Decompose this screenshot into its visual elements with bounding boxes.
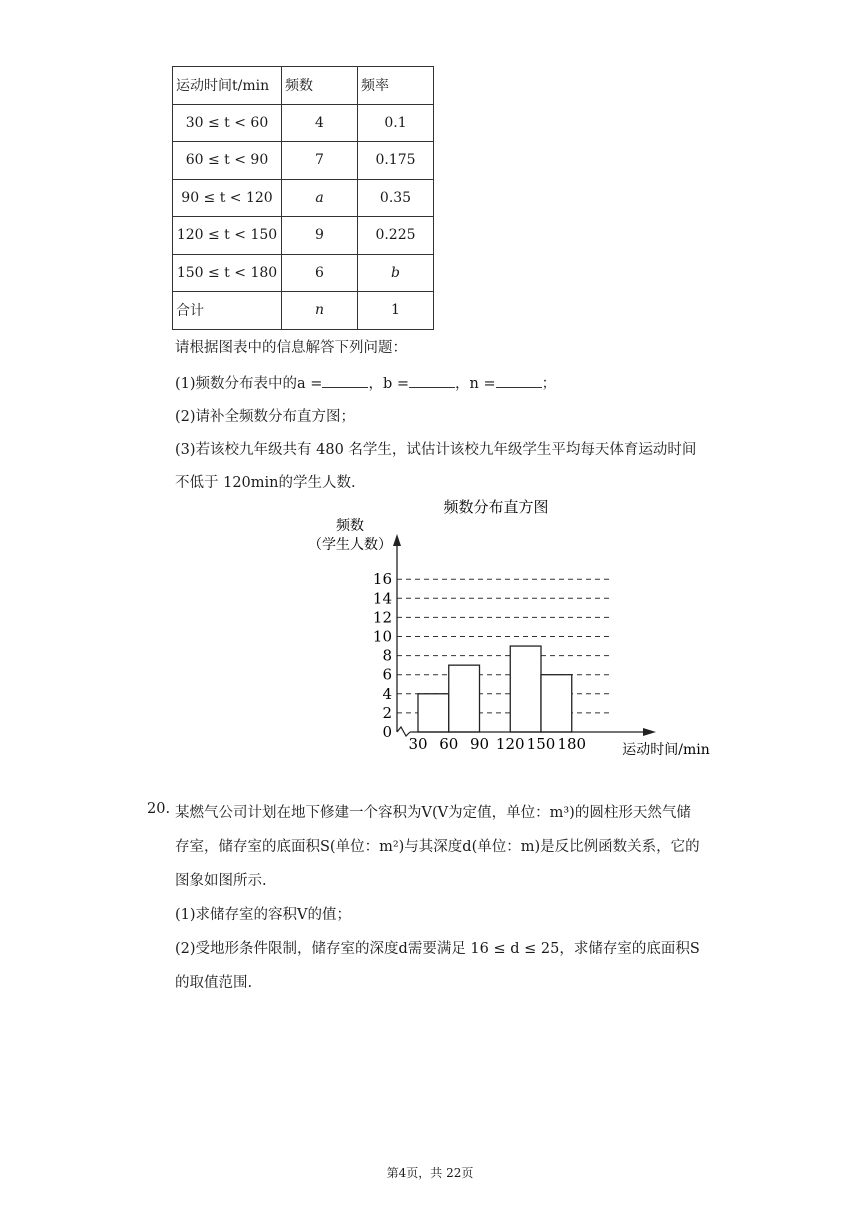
histogram-bars [418, 646, 572, 732]
q19-intro: 请根据图表中的信息解答下列问题： [175, 340, 407, 356]
q20-line3: 图象如图所示. [175, 873, 267, 889]
cell-count: 9 [282, 217, 358, 255]
cell-count: n [282, 292, 358, 330]
table-row [173, 217, 434, 255]
q19-part3-line2: 不低于 120min的学生人数. [175, 475, 356, 491]
y-axis-arrow [393, 534, 401, 546]
q20-part1: (1)求储存室的容积V的值； [175, 907, 352, 923]
cell-count: 4 [282, 104, 358, 142]
table-row [173, 179, 434, 217]
cell-freq: 0.35 [358, 179, 434, 217]
cell-freq: 0.225 [358, 217, 434, 255]
y-tick-label: 4 [382, 684, 392, 703]
q19-part1-n-label: ，n = [455, 376, 496, 392]
cell-count: 7 [282, 142, 358, 180]
cell-range: 150 ≤ t < 180 [173, 254, 282, 292]
grid-lines [397, 579, 609, 713]
histogram-bar [510, 646, 541, 732]
answer-blank-n [496, 375, 542, 388]
histogram-bar [418, 694, 449, 732]
y-tick-label: 0 [382, 723, 392, 741]
q19-part2: (2)请补全频数分布直方图； [175, 409, 356, 425]
x-axis-arrow [643, 728, 656, 736]
histogram-bar [449, 665, 480, 732]
y-tick-label: 6 [382, 665, 392, 684]
page-footer: 第4页，共 22页 [386, 1166, 474, 1180]
header-frequency: 频率 [358, 67, 434, 105]
q20-line2: 存室，储存室的底面积S(单位：m²)与其深度d(单位：m)是反比例函数关系，它的 [175, 839, 700, 855]
q19-part1 [175, 372, 556, 393]
cell-freq: 0.175 [358, 142, 434, 180]
y-tick-labels [373, 570, 392, 741]
y-axis-label-line2: （学生人数） [308, 537, 392, 553]
cell-count: a [282, 179, 358, 217]
q20-number: 20. [147, 801, 171, 817]
x-tick-label: 60 [439, 735, 459, 753]
q20-part2-line2: 的取值范围. [175, 975, 253, 991]
table-row [173, 142, 434, 180]
q19-part1-end: ； [541, 376, 557, 392]
table-row [173, 254, 434, 292]
header-count: 频数 [282, 67, 358, 105]
x-tick-label: 90 [469, 735, 490, 753]
frequency-table [172, 66, 434, 330]
q20-part2-line1: (2)受地形条件限制，储存室的深度d需要满足 16 ≤ d ≤ 25，求储存室的底面积S [175, 941, 700, 957]
y-tick-label: 12 [372, 608, 392, 627]
x-tick-label: 150 [526, 735, 556, 753]
q19-part3-line1: (3)若该校九年级共有 480 名学生，试估计该校九年级学生平均每天体育运动时间 [175, 442, 697, 458]
cell-freq: 0.1 [358, 104, 434, 142]
cell-freq: b [358, 254, 434, 292]
histogram-bar [541, 675, 572, 732]
table-row [173, 104, 434, 142]
y-tick-label: 14 [372, 589, 392, 608]
x-tick-label: 30 [408, 735, 428, 753]
cell-freq: 1 [358, 292, 434, 330]
x-tick-label: 120 [495, 735, 525, 753]
q19-part1-a-label: (1)频数分布表中的a = [175, 376, 323, 392]
x-tick-label: 180 [557, 735, 587, 753]
header-time: 运动时间t/min [173, 67, 282, 105]
y-tick-label: 10 [372, 627, 392, 646]
chart-title: 频数分布直方图 [443, 498, 549, 516]
q19-part1-b-label: ，b = [368, 376, 409, 392]
answer-blank-b [409, 375, 455, 388]
y-tick-label: 8 [382, 646, 392, 665]
cell-range: 60 ≤ t < 90 [173, 142, 282, 180]
cell-range: 120 ≤ t < 150 [173, 217, 282, 255]
cell-range: 合计 [173, 292, 282, 330]
answer-blank-a [322, 375, 368, 388]
x-axis-label: 运动时间/min [622, 742, 710, 758]
x-tick-labels [408, 735, 586, 753]
cell-range: 30 ≤ t < 60 [173, 104, 282, 142]
table-header-row [173, 67, 434, 105]
table-row [173, 292, 434, 330]
y-tick-label: 16 [372, 570, 392, 589]
y-axis-label-line1: 频数 [336, 518, 364, 534]
y-tick-label: 2 [382, 703, 392, 722]
cell-range: 90 ≤ t < 120 [173, 179, 282, 217]
q20-line1: 某燃气公司计划在地下修建一个容积为V(V为定值，单位：m³)的圆柱形天然气储 [175, 805, 691, 821]
cell-count: 6 [282, 254, 358, 292]
histogram-chart [290, 492, 730, 764]
